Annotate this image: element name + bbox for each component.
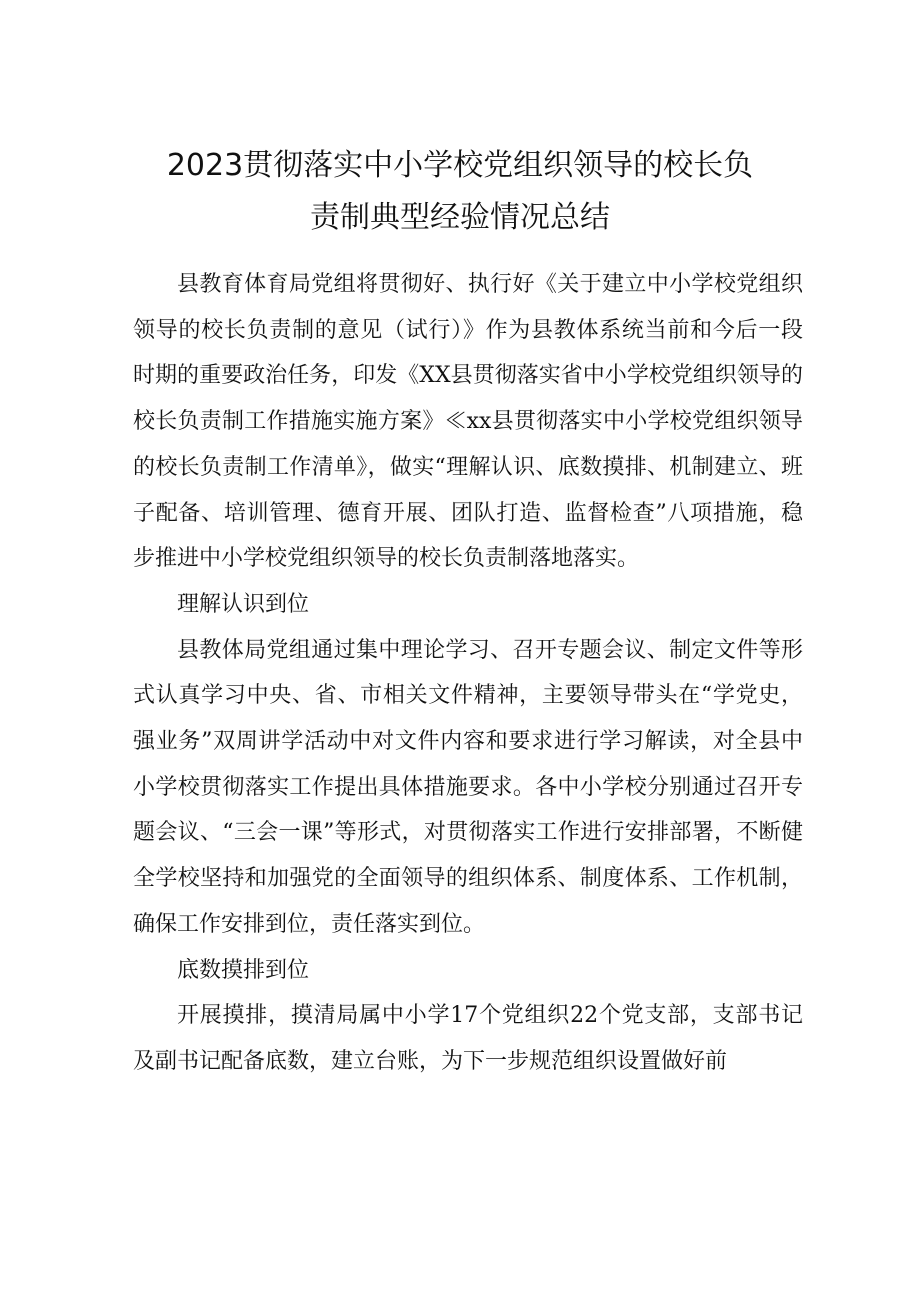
title-line-1: 2023贯彻落实中小学校党组织领导的校长负 bbox=[166, 148, 754, 183]
document-title bbox=[100, 140, 820, 244]
section-heading-understanding: 理解认识到位 bbox=[177, 591, 310, 617]
section-heading-survey: 底数摸排到位 bbox=[177, 957, 310, 983]
intro-paragraph: 县教育体育局党组将贯彻好、执行好《关于建立中小学校党组织领导的校长负责制的意见（试行）》作为县教体系统当前和今后一段时期的重要政治任务，印发《XX县贯彻落实省中小学校党组织领导的校长负责制工作措施实施方案》≪xx县贯彻落实中小学校党组织领导的校长负责制工作清单》，做实“理解认识、底数摸排、机制建立、班子配备、培训管理、德育开展、团队打造、监督检查”八项措施，稳步推进中小学校党组织领导的校长负责制落地落实。 bbox=[133, 272, 803, 572]
document-body bbox=[133, 262, 803, 1085]
title-line-2: 责制典型经验情况总结 bbox=[310, 200, 610, 235]
section-paragraph-survey: 开展摸排，摸清局属中小学17个党组织22个党支部，支部书记及副书记配备底数，建立台账，为下一步规范组织设置做好前 bbox=[133, 1003, 803, 1074]
section-paragraph-understanding: 县教体局党组通过集中理论学习、召开专题会议、制定文件等形式认真学习中央、省、市相关文件精神，主要领导带头在“学党史，强业务”双周讲学活动中对文件内容和要求进行学习解读，对全县中小学校贯彻落实工作提出具体措施要求。各中小学校分别通过召开专题会议、“三会一课”等形式，对贯彻落实工作进行安排部署，不断健全学校坚持和加强党的全面领导的组织体系、制度体系、工作机制，确保工作安排到位，责任落实到位。 bbox=[133, 637, 803, 937]
